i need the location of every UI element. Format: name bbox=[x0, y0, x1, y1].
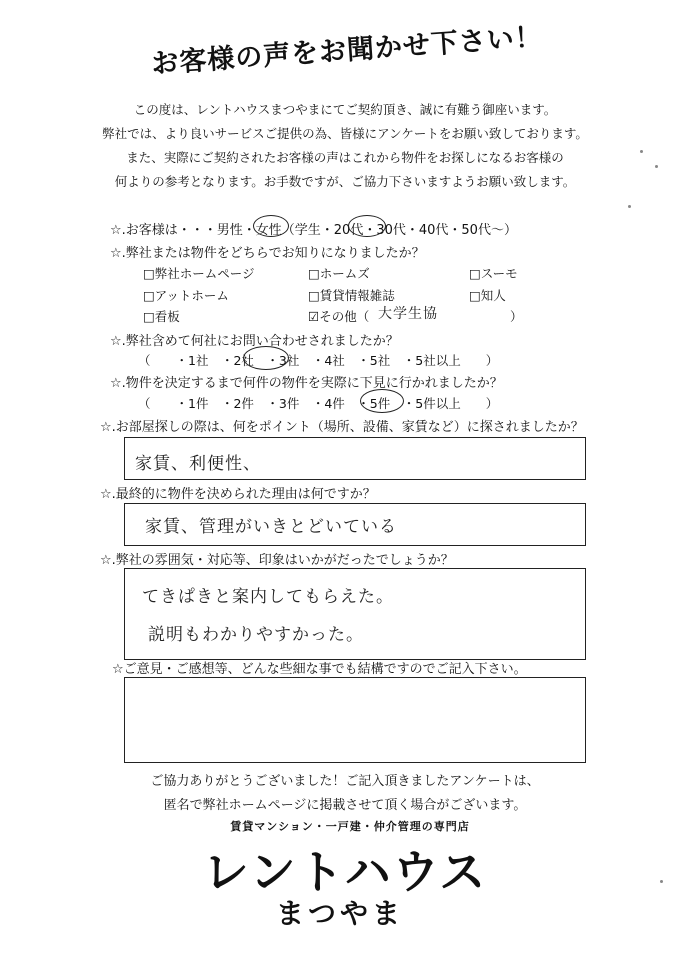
question-5: ☆.お部屋探しの際は、何をポイント（場所、設備、家賃など）に探されましたか？ bbox=[100, 420, 584, 435]
intro-line-2: 弊社では、より良いサービスご提供の為、皆様にアンケートをお願い致しております。 bbox=[102, 126, 588, 141]
intro-line-4: 何よりの参考となります。お手数ですが、ご協力下さいますようお願い致します。 bbox=[114, 174, 576, 189]
scan-speck bbox=[655, 165, 658, 168]
option-rental-magazine: □賃貸情報雑誌 bbox=[308, 288, 395, 303]
scan-speck bbox=[640, 150, 643, 153]
survey-title: お客様の声をお聞かせ下さい！ bbox=[150, 21, 544, 80]
handwritten-answer-7-line-1: てきぱきと案内してもらえた。 bbox=[142, 587, 394, 607]
answer-box-8 bbox=[124, 677, 586, 763]
scan-speck bbox=[660, 880, 663, 883]
question-1: ☆.お客様は・・・男性・女性（学生・20代・30代・40代・50代～） bbox=[110, 223, 517, 238]
option-other-close: ） bbox=[510, 309, 523, 324]
question-4: ☆.物件を決定するまで何件の物件を実際に下見に行かれましたか？ bbox=[110, 376, 503, 391]
handwritten-other-answer: 大学生協 bbox=[378, 306, 438, 322]
q4-options: （ ・1件 ・2件 ・3件 ・4件 ・5件 ・5件以上 ） bbox=[138, 396, 499, 411]
intro-line-1: この度は、レントハウスまつやまにてご契約頂き、誠に有難う御座います。 bbox=[133, 102, 557, 117]
scan-speck bbox=[628, 205, 631, 208]
logo-tagline: 賃貸マンション・一戸建・仲介管理の専門店 bbox=[230, 820, 470, 833]
answer-circle-male bbox=[253, 215, 289, 237]
question-6: ☆.最終的に物件を決められた理由は何ですか？ bbox=[100, 487, 376, 502]
handwritten-answer-5: 家賃、利便性、 bbox=[135, 454, 261, 474]
answer-circle-student bbox=[348, 215, 386, 237]
handwritten-answer-6: 家賃、管理がいきとどいている bbox=[145, 517, 397, 537]
handwritten-answer-7-line-2: 説明もわかりやすかった。 bbox=[148, 625, 364, 645]
q3-options: （ ・1社 ・2社 ・3社 ・4社 ・5社 ・5社以上 ） bbox=[138, 353, 499, 368]
footer-line-1: ご協力ありがとうございました！ご記入頂きましたアンケートは、 bbox=[150, 774, 540, 789]
option-athome: □アットホーム bbox=[143, 288, 229, 303]
option-acquaintance: □知人 bbox=[469, 288, 506, 303]
question-8: ☆ご意見・ご感想等、どんな些細な事でも結構ですのでご記入下さい。 bbox=[112, 662, 527, 677]
option-other: ☑その他（ bbox=[308, 309, 370, 324]
question-3: ☆.弊社含めて何社にお問い合わせされましたか？ bbox=[110, 334, 399, 349]
option-signboard: □看板 bbox=[143, 309, 180, 324]
logo-subname: まつやま bbox=[275, 897, 404, 930]
question-2: ☆.弊社または物件をどちらでお知りになりましたか？ bbox=[110, 246, 425, 261]
intro-line-3: また、実際にご契約されたお客様の声はこれから物件をお探しになるお客様の bbox=[126, 150, 564, 165]
option-company-homepage: □弊社ホームページ bbox=[143, 266, 255, 281]
footer-line-2: 匿名で弊社ホームページに掲載させて頂く場合がございます。 bbox=[163, 798, 527, 813]
question-7: ☆.弊社の雰囲気・対応等、印象はいかがだったでしょうか？ bbox=[100, 553, 454, 568]
option-homes: □ホームズ bbox=[308, 266, 370, 281]
logo-name: レントハウス bbox=[202, 845, 488, 899]
answer-circle-2-companies bbox=[243, 346, 289, 370]
option-suumo: □スーモ bbox=[469, 266, 518, 281]
answer-circle-4-properties bbox=[360, 389, 404, 413]
